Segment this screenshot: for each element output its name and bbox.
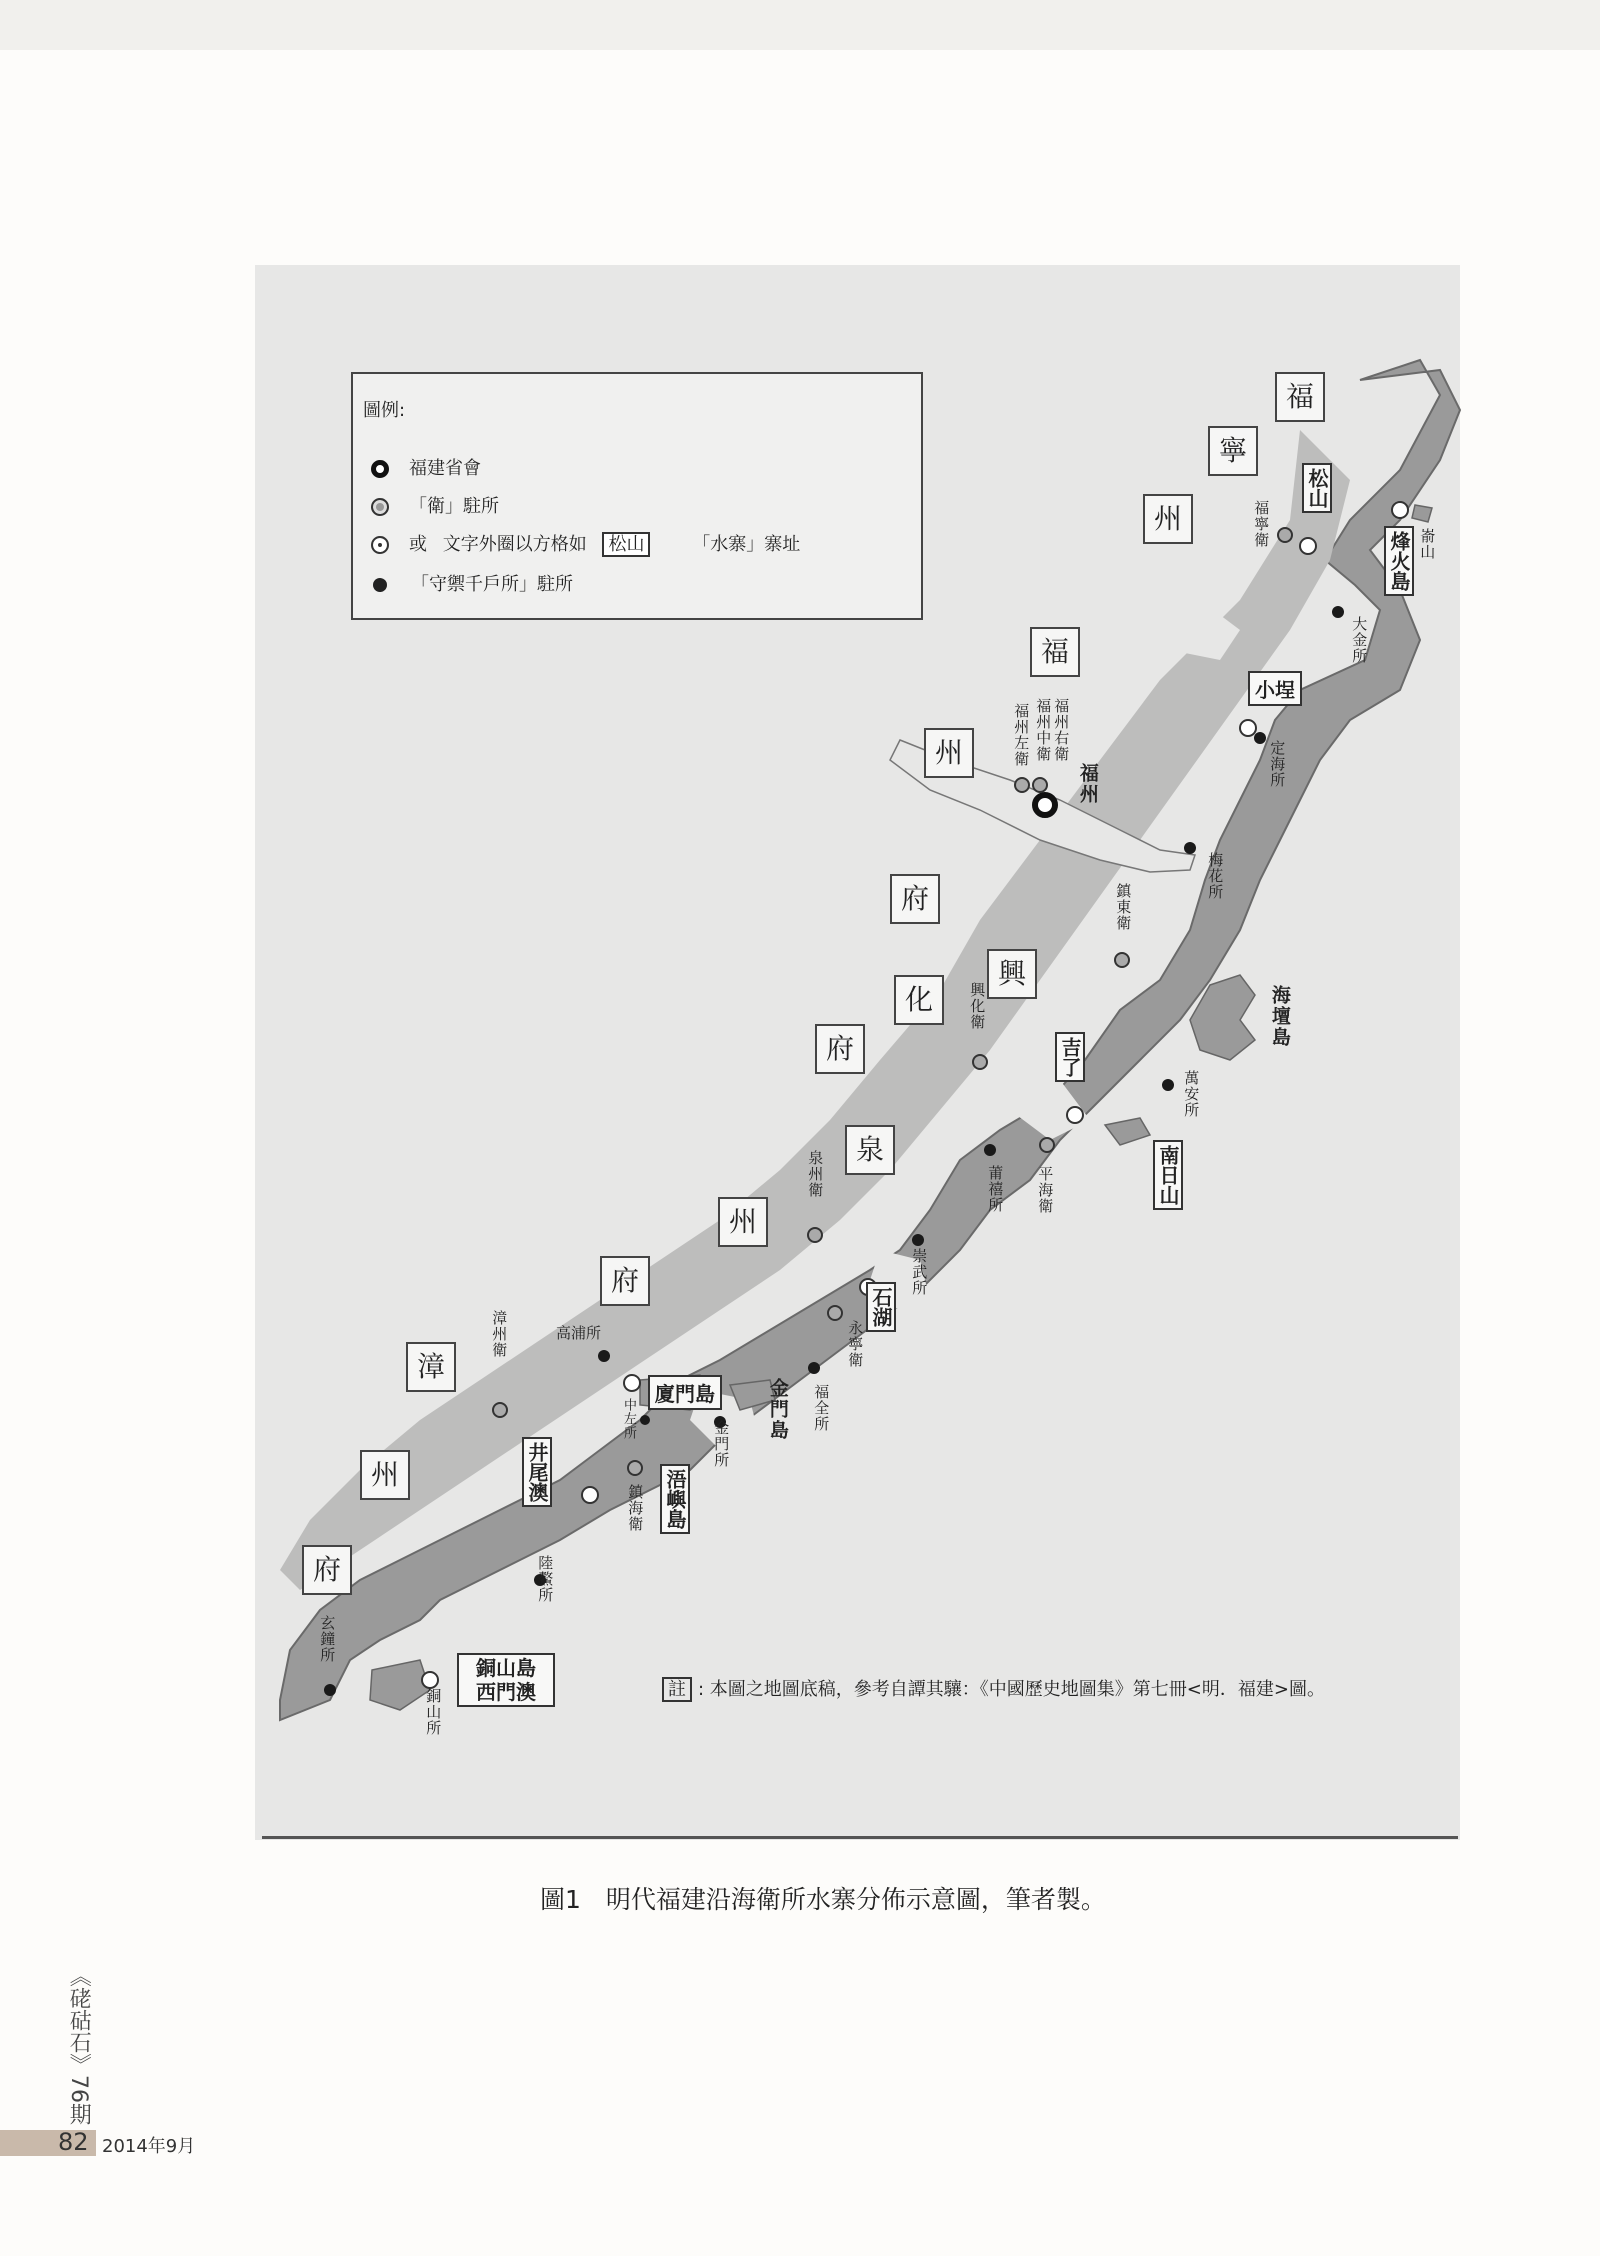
- label-zhongzuo: 中左所: [620, 1398, 636, 1440]
- journal-title: 《硓𥑮石》76期: [66, 1965, 92, 2125]
- fort-shihu: 石湖: [866, 1282, 896, 1332]
- label-pinghai: 平海衛: [1036, 1166, 1055, 1214]
- label-xinghua-wei: 興化衛: [968, 982, 987, 1030]
- fort-xiaocheng: 小埕: [1248, 671, 1302, 706]
- label-zhenhai: 鎮海衛: [626, 1484, 645, 1532]
- prefecture-xinghua-2: 化: [894, 975, 944, 1025]
- label-dajin: 大金所: [1350, 616, 1369, 664]
- prefecture-funing-2: 寧: [1208, 426, 1258, 476]
- prefecture-fuzhou-3: 府: [890, 874, 940, 924]
- prefecture-quanzhou-2: 州: [718, 1197, 768, 1247]
- label-yongning: 永寧衛: [846, 1320, 865, 1368]
- label-gaopu: 高浦所: [556, 1324, 602, 1342]
- legend-water-fort: 或 文字外圈以方格如 松山 「水寨」寨址: [371, 530, 800, 556]
- fuzhou-capital-marker: [1035, 795, 1055, 815]
- label-xuanzhong: 玄鐘所: [318, 1615, 337, 1663]
- legend-suo: 「守禦千戶所」駐所: [371, 570, 573, 596]
- map-legend: [351, 372, 923, 620]
- fort-wuyudao: 浯嶼島: [660, 1464, 690, 1534]
- label-chongwu: 崇武所: [910, 1248, 929, 1296]
- label-haitandao: 海壇島: [1268, 985, 1291, 1048]
- label-jinmendao: 金門島: [766, 1378, 789, 1441]
- capital-symbol-icon: [371, 460, 389, 478]
- water-fort-symbol-icon: [371, 536, 389, 554]
- nanri-island: [1105, 1118, 1150, 1145]
- fort-jingweiao: 井尾澳: [522, 1437, 552, 1507]
- page-number: 82: [58, 2128, 89, 2156]
- label-jinmen-suo: 金門所: [712, 1420, 731, 1468]
- suo-symbol-icon: [373, 578, 387, 592]
- issue-date: 2014年9月: [102, 2136, 196, 2157]
- prefecture-zhangzhou-2: 州: [360, 1450, 410, 1500]
- label-fuzhou-you: 福州右衛: [1052, 698, 1071, 762]
- label-fuzhou: 福州: [1076, 763, 1099, 805]
- label-wanan: 萬安所: [1182, 1070, 1201, 1118]
- prefecture-quanzhou-3: 府: [600, 1256, 650, 1306]
- fort-nanrishan: 南日山: [1153, 1140, 1183, 1210]
- label-liuao: 陸鰲所: [536, 1555, 555, 1603]
- label-fuzhou-zuo: 福州左衛: [1012, 703, 1031, 767]
- fort-fenghuodao: 烽火島: [1384, 526, 1414, 596]
- figure-caption: 圖1 明代福建沿海衛所水寨分佈示意圖，筆者製。: [540, 1885, 1106, 1914]
- fort-jiliao: 吉了: [1055, 1032, 1085, 1082]
- prefecture-zhangzhou-1: 漳: [406, 1342, 456, 1392]
- label-yushan: 嵛山: [1418, 528, 1437, 560]
- fort-tongshan: 銅山島 西門澳: [457, 1653, 555, 1707]
- bay-1: [1140, 590, 1240, 660]
- fort-songshan: 松山: [1302, 463, 1332, 513]
- legend-wei: 「衛」駐所: [371, 492, 499, 518]
- tongshan-island: [370, 1660, 430, 1710]
- label-funing-wei: 福寧衛: [1252, 500, 1271, 548]
- yushan-island: [1412, 505, 1432, 522]
- label-tongshan-suo: 銅山所: [424, 1688, 443, 1736]
- label-zhendong: 鎮東衛: [1114, 883, 1133, 931]
- fort-xiamendao: 廈門島: [648, 1375, 722, 1410]
- legend-capital: 福建省會: [371, 454, 481, 480]
- label-dinghai: 定海所: [1268, 740, 1287, 788]
- map-bottom-rule: [262, 1836, 1458, 1839]
- map-note: 註 : 本圖之地圖底稿，參考自譚其驤：《中國歷史地圖集》第七冊<明．福建>圖。: [662, 1675, 1325, 1701]
- legend-title: 圖例:: [363, 400, 406, 421]
- label-puxi: 莆禧所: [986, 1165, 1005, 1213]
- prefecture-fuzhou-1: 福: [1030, 627, 1080, 677]
- prefecture-funing-1: 福: [1275, 372, 1325, 422]
- prefecture-fuzhou-2: 州: [924, 728, 974, 778]
- label-quanzhou-wei: 泉州衛: [806, 1150, 825, 1198]
- wei-symbol-icon: [371, 498, 389, 516]
- prefecture-xinghua-3: 府: [815, 1024, 865, 1074]
- label-zhangzhou-wei: 漳州衛: [490, 1310, 509, 1358]
- prefecture-funing-3: 州: [1143, 494, 1193, 544]
- label-fuquan: 福全所: [812, 1384, 831, 1432]
- label-fuzhou-zhong: 福州中衛: [1034, 698, 1053, 762]
- prefecture-quanzhou-1: 泉: [845, 1125, 895, 1175]
- prefecture-xinghua-1: 興: [987, 949, 1037, 999]
- prefecture-zhangzhou-3: 府: [302, 1545, 352, 1595]
- label-meihua: 梅花所: [1206, 852, 1225, 900]
